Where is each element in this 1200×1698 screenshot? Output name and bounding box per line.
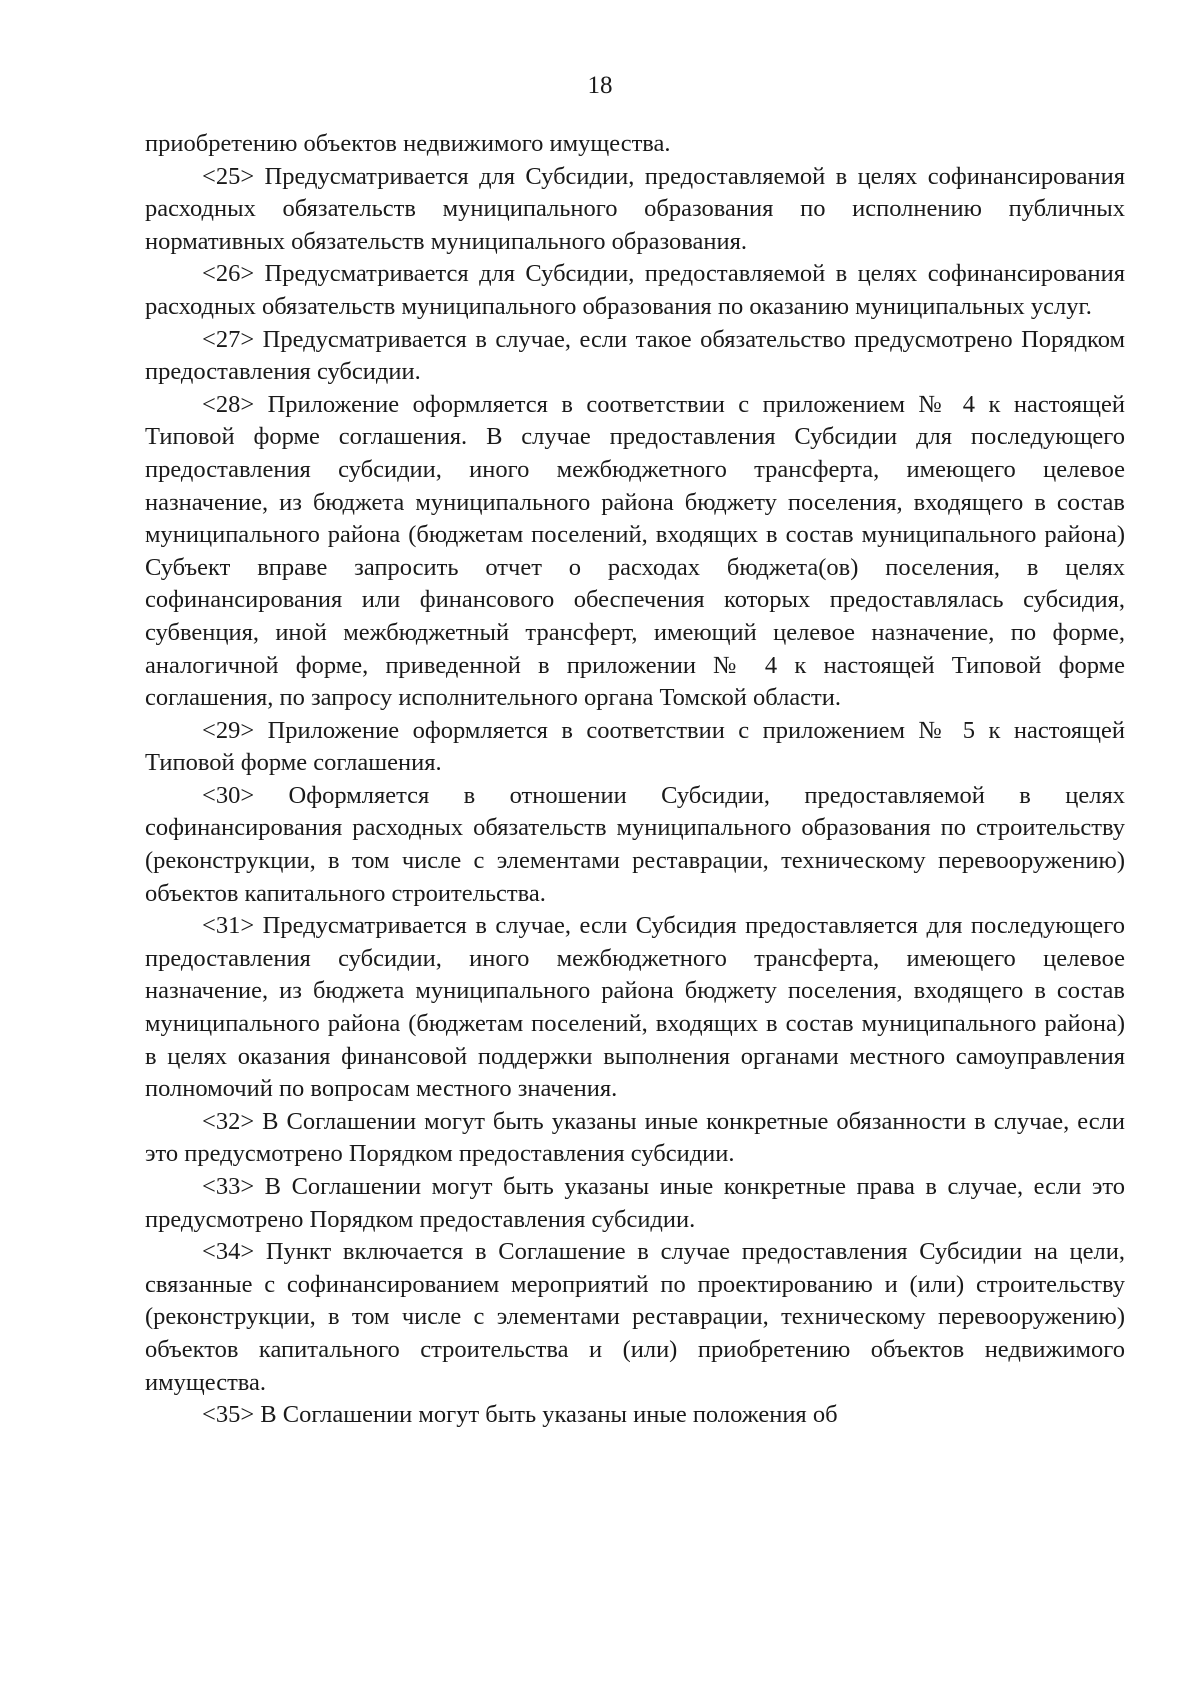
footnote-26: <26> Предусматривается для Субсидии, предоставляемой в целях софинансирования расходных обязательств муниципального образования по оказанию муниципальных услуг. [145,260,1125,320]
footnote-31: <31> Предусматривается в случае, если Субсидия предоставляется для последующего предоставления субсидии, иного межбюджетного трансферта, имеющего целевое назначение, из бюджета муниципального района бюджету поселения, входящего в состав муниципального района (бюджетам поселений, входящих в состав муниципального района) в целях оказания финансовой поддержки выполнения органами местного самоуправления полномочий по вопросам местного значения. [145,912,1125,1103]
footnote-27: <27> Предусматривается в случае, если такое обязательство предусмотрено Порядком предоставления субсидии. [145,325,1125,386]
footnotes-body [145,128,1125,1432]
page-number: 18 [587,72,613,99]
footnote-25: <25> Предусматривается для Субсидии, предоставляемой в целях софинансирования расходных обязательств муниципального образования по исполнению публичных нормативных обязательств муниципального образования. [145,162,1125,255]
footnote-35: <35> В Соглашении могут быть указаны иные положения об [202,1401,838,1429]
footnote-33: <33> В Соглашении могут быть указаны иные конкретные права в случае, если это предусмотрено Порядком предоставления субсидии. [145,1173,1125,1233]
footnote-34: <34> Пункт включается в Соглашение в случае предоставления Субсидии на цели, связанные с софинансированием мероприятий по проектированию и (или) строительству (реконструкции, в том числе с элементами реставрации, техническому перевооружению) объектов капитального строительства и (или) приобретению объектов недвижимого имущества. [145,1238,1125,1396]
footnote-29: <29> Приложение оформляется в соответствии с приложением № 5 к настоящей Типовой форме соглашения. [145,716,1125,777]
footnote-30: <30> Оформляется в отношении Субсидии, предоставляемой в целях софинансирования расходных обязательств муниципального образования по строительству (реконструкции, в том числе с элементами реставрации, техническому перевооружению) объектов капитального строительства. [145,781,1125,907]
paragraph-continuation: приобретению объектов недвижимого имущества. [145,130,671,157]
footnote-32: <32> В Соглашении могут быть указаны иные конкретные обязанности в случае, если это предусмотрено Порядком предоставления субсидии. [145,1107,1125,1168]
footnote-28: <28> Приложение оформляется в соответствии с приложением № 4 к настоящей Типовой форме соглашения. В случае предоставления Субсидии для последующего предоставления субсидии, иного межбюджетного трансферта, имеющего целевое назначение, из бюджета муниципального района бюджету поселения, входящего в состав муниципального района (бюджетам поселений, входящих в состав муниципального района) Субъект вправе запросить отчет о расходах бюджета(ов) поселения, в целях софинансирования или финансового обеспечения которых предоставлялась субсидия, субвенция, иной межбюджетный трансферт, имеющий целевое назначение, по форме, аналогичной форме, приведенной в приложении № 4 к настоящей Типовой форме соглашения, по запросу исполнительного органа Томской области. [145,390,1125,712]
